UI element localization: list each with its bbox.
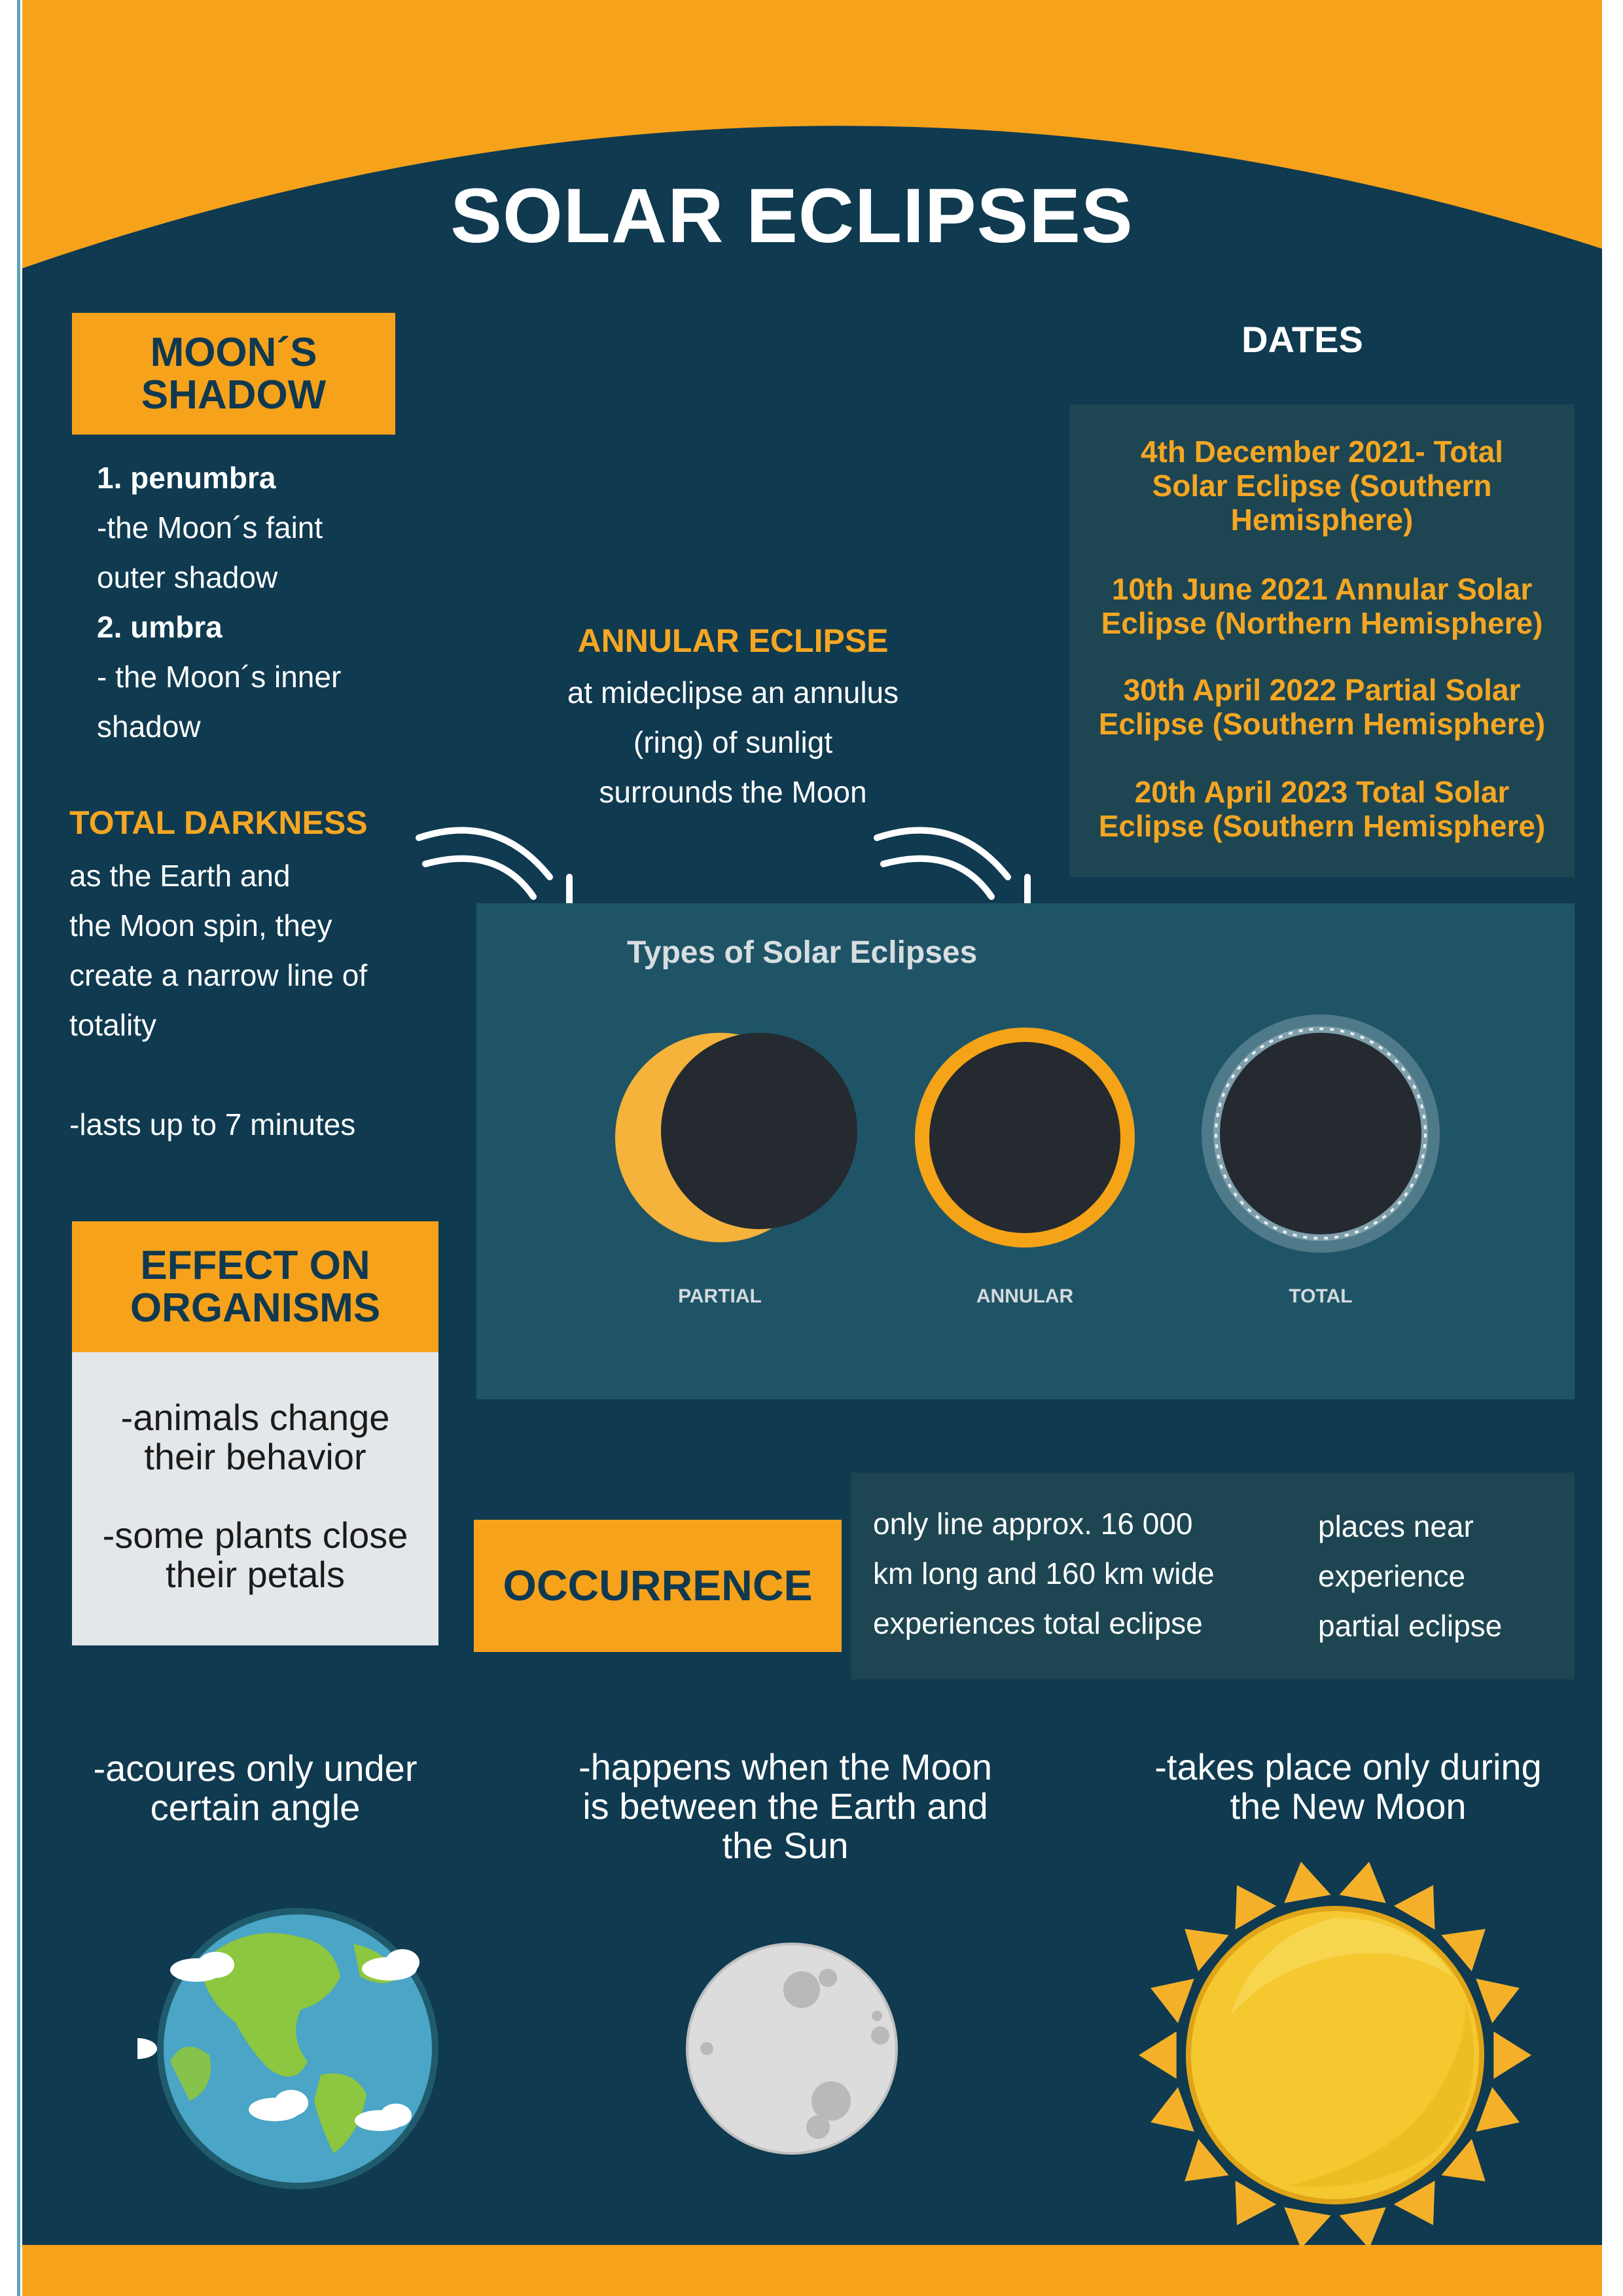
annular-line: (ring) of sunligt [633,725,833,759]
darkness-line: the Moon spin, they [69,908,332,942]
effect-heading [72,1221,438,1352]
date-line: Eclipse (Northern Hemisphere) [1101,606,1543,640]
earth-caption-line: -acoures only under [93,1748,418,1789]
moon-caption-line: the Sun [722,1825,849,1866]
sun-ray [1476,1979,1520,2023]
annular-text [517,668,949,817]
shadow-line: 1. penumbra [97,461,276,495]
effect-line: -animals change [120,1397,390,1438]
moon-icon [681,1937,903,2160]
earth-icon [137,1905,452,2206]
effect-line: -some plants close [102,1515,408,1556]
moons-shadow-heading-line: MOON´S [150,329,317,375]
occurrence-heading: OCCURRENCE [474,1520,842,1652]
sun-ray [1476,2087,1520,2132]
types-panel-title: Types of Solar Eclipses [627,935,978,970]
total-darkness-text [69,851,436,1149]
label-annular: ANNULAR [976,1285,1074,1307]
moon-caption-line: -happens when the Moon [579,1746,992,1787]
label-total: TOTAL [1289,1285,1353,1307]
sun-ray [1150,2087,1194,2132]
moons-shadow-heading-line: SHADOW [141,372,327,418]
date-line: Eclipse (Southern Hemisphere) [1098,809,1546,843]
sun-caption-line: the New Moon [1230,1785,1467,1827]
total-eclipse-icon [1202,1014,1440,1253]
earth-caption-line: certain angle [150,1787,361,1828]
date-line: 20th April 2023 Total Solar [1134,775,1510,809]
moon-caption [543,1748,1027,1865]
shadow-line: - the Moon´s inner [97,660,342,694]
effect-heading-line: ORGANISMS [130,1285,381,1331]
sun-ray [1339,1862,1385,1903]
sun-ray [1339,2207,1385,2248]
date-line: 10th June 2021 Annular Solar [1111,572,1533,606]
occurrence-left-text [873,1499,1266,1648]
date-item [1069,435,1575,537]
sun-caption [1113,1748,1584,1826]
occurrence-line: partial eclipse [1318,1609,1503,1643]
annular-heading: ANNULAR ECLIPSE [577,622,889,659]
sun-ray [1284,2207,1330,2248]
date-line: 30th April 2022 Partial Solar [1123,673,1521,707]
date-item [1069,775,1575,843]
darkness-line: -lasts up to 7 minutes [69,1107,356,1141]
darkness-line: totality [69,1008,156,1042]
occurrence-line: only line approx. 16 000 [873,1507,1193,1541]
annular-eclipse-icon [915,1028,1135,1247]
annular-line: at mideclipse an annulus [567,675,899,709]
effect-line: their behavior [144,1436,366,1477]
label-partial: PARTIAL [678,1285,762,1307]
page-title: SOLAR ECLIPSES [450,173,1133,259]
date-line: Hemisphere) [1230,503,1414,537]
effect-text [72,1398,438,1594]
moon-caption-line: is between the Earth and [582,1785,988,1827]
date-line: 4th December 2021- Total [1141,435,1503,469]
occurrence-line: experience [1318,1559,1466,1593]
annular-line: surrounds the Moon [599,775,867,809]
effect-line: their petals [166,1554,345,1595]
date-line: Eclipse (Southern Hemisphere) [1098,707,1546,741]
darkness-line: as the Earth and [69,859,291,893]
sun-ray [1493,2032,1531,2079]
occurrence-line: places near [1318,1509,1474,1543]
darkness-line [69,1050,436,1100]
effect-line [72,1477,438,1516]
partial-eclipse-icon [615,1033,857,1242]
occurrence-right-text [1318,1501,1567,1651]
shadow-line: shadow [97,709,201,744]
total-darkness-heading: TOTAL DARKNESS [69,804,368,841]
sun-ray [1139,2032,1177,2079]
shadow-line: -the Moon´s faint [97,511,323,545]
shadow-line: outer shadow [97,560,278,594]
occurrence-line: km long and 160 km wide [873,1556,1215,1590]
darkness-line: create a narrow line of [69,958,368,992]
occurrence-line: experiences total eclipse [873,1606,1203,1640]
dates-heading: DATES [1241,319,1363,360]
moons-shadow-text [97,453,404,751]
sun-ray [1150,1979,1194,2023]
date-line: Solar Eclipse (Southern [1152,469,1492,503]
effect-heading-line: EFFECT ON [140,1242,370,1288]
sun-icon [1126,1846,1544,2265]
shadow-line: 2. umbra [97,610,223,644]
date-item [1069,572,1575,640]
eclipse-illustrations [476,903,1575,1399]
sun-ray [1284,1862,1330,1903]
sun-caption-line: -takes place only during [1154,1746,1542,1787]
date-item [1069,673,1575,741]
moons-shadow-heading [72,313,395,435]
earth-caption [52,1749,458,1827]
